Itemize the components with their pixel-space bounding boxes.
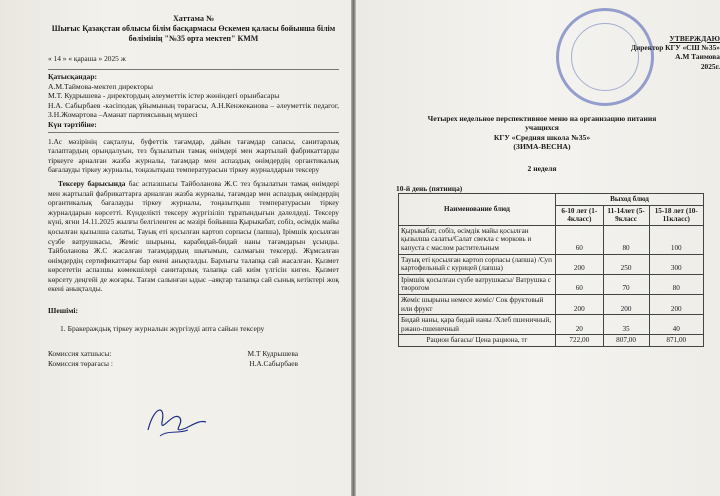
approve-title: УТВЕРЖДАЮ	[669, 34, 720, 43]
present-3: Н.А. Сабырбаев -кәсіподақ ұйымының төрағасы, А.Н.Кенжеканова – әлеуметтік педагог, З.Н.Жомартова –Аманат партиясының мүшесі	[48, 100, 339, 120]
portion-b: 250	[603, 254, 649, 274]
table-row	[399, 274, 704, 294]
table-row	[399, 254, 704, 274]
table-row	[399, 294, 704, 314]
title-line-2: учащихся	[525, 123, 559, 133]
total-label: Рацион бағасы/ Цена рациона, тг	[399, 335, 556, 347]
portion-c: 100	[649, 225, 704, 254]
day-label: 10-й день (пятница)	[396, 184, 463, 193]
col-dish: Наименование блюд	[399, 194, 556, 226]
approve-name: А.М Таимова	[675, 52, 720, 62]
title-line-1: Четырех недельное перспективное меню на организацию питания	[427, 114, 657, 123]
menu-title	[372, 114, 712, 152]
chair-name: Н.А.Сабырбаев	[249, 359, 298, 369]
present-label: Қатысқандар:	[48, 72, 98, 81]
signature-mark	[140, 400, 210, 442]
chair-label: Комиссия төрағасы :	[48, 359, 113, 369]
table-row	[399, 225, 704, 254]
organization-line-1: Шығыс Қазақстан облысы білім басқармасы Өскемен қаласы бойынша білім	[51, 24, 336, 33]
portion-b: 200	[603, 294, 649, 314]
agenda-label: Күн тәртібіне:	[48, 119, 97, 129]
title-line-4: (ЗИМА-ВЕСНА)	[513, 142, 571, 152]
approval-block	[592, 34, 720, 71]
decision-item: 1. Бракераждық тіркеу журналын жүргізуді апта сайын тексеру	[60, 323, 265, 333]
portion-b: 70	[603, 274, 649, 294]
portion-b: 80	[603, 225, 649, 254]
total-a: 722,00	[556, 335, 604, 347]
protocol-date: « 14 » « қараша » 2025 ж	[48, 54, 126, 63]
col-age-a: 6-10 лет (1-4класс)	[556, 205, 604, 225]
total-row	[399, 335, 704, 347]
table-row	[399, 315, 704, 335]
total-b: 807,00	[603, 335, 649, 347]
present-2: М.Т. Кудрышева - директордың әлеуметтік істер жөніндегі орынбасары	[48, 91, 280, 101]
portion-c: 80	[649, 274, 704, 294]
check-text: бас аспазшысы Тайболанова Ж.С тез бұзылатын тамақ өнімдері мен жартылай фабрикаттарға арналған жазба журналы, тағамдар мен аспаздық өнімдердің органтикалық бағалауды тіркеу журналы, тоңазытқыш температурасын тіркеу журналдарын көрсетті. Күнделікті тексеру жүргізіліп тұратындығын дәлелдеді. Тексеру күні, яғни 14.11.2025 жылғы белгіленген ас мәзірі бойынша Қырыкабат, собіз, өсімдік майы қосылған қызылша салаты, Тауық еті қосылған картоп сорпасы (лапша), Ірімшік қосылған сүзбе ватрушкасы, Жеміс шырыны, карабидай-бидай наны тағамдарын ұсынды. Тайболанова Ж.С жасалған тағамдардың шығымын, салмағын тексерді. Жұмсалған өнімдердің сертификаттары бар екені анықталды. Барлығы талапқа сай жасалған. Қызмет көрсететін аспазшы көмекшілері санитарлық талапқа сай киім үлгісін киген. Қызмет көрсету деңгейі де жоғары. Тағам салынған ыдыс –аяқтар талапқа сай сынық кетіктері жоқ екені анықталды.	[48, 178, 340, 294]
col-output: Выход блюд	[556, 194, 704, 206]
portion-b: 35	[603, 315, 649, 335]
check-label: Тексеру барысында	[58, 178, 126, 188]
portion-a: 20	[556, 315, 604, 335]
week-label: 2 неделя	[527, 164, 557, 173]
menu-page	[356, 0, 720, 496]
organization-line-2: бөлімінің "№35 орта мектеп" КММ	[128, 34, 259, 43]
dish-name: Тауық еті қосылған картоп сорпасы (лапша) /Суп картофельный с курицей (лапша)	[399, 254, 556, 274]
agenda-text: 1.Ас мәзірінің сақталуы, буфеттік тағамдар, дайын тағамдар сапасы, санитарлық талаптардың орындалуын, тез бұзылатын тамақ өнімдері мен жартылай фабрикаттарды тіркеуге арналған жазба журналы, тағамдар мен аспаздық өнімдердің органтикалық бағалауды тіркеу журналы, тоңазытқыш температурасын тіркеу журналдарын тексеру	[48, 136, 339, 175]
portion-a: 200	[556, 254, 604, 274]
secretary-label: Комиссия хатшысы:	[48, 349, 112, 359]
portion-c: 200	[649, 294, 704, 314]
total-c: 871,00	[649, 335, 704, 347]
dish-name: Ірімшік қосылған сүзбе ватрушкасы/ Ватрушка с творогом	[399, 274, 556, 294]
title-line-3: КГУ «Средняя школа №35»	[493, 132, 591, 142]
portion-a: 200	[556, 294, 604, 314]
col-age-b: 11-14лет (5-9класс	[603, 205, 649, 225]
menu-table	[398, 193, 704, 347]
signatures	[48, 349, 339, 369]
dish-name: Бидай наны, қара бидай наны /Хлеб пшеничный, ржано-пшеничный	[399, 315, 556, 335]
portion-c: 300	[649, 254, 704, 274]
approve-year: 2025г.	[700, 61, 720, 71]
protocol-number: Хаттама №	[173, 14, 214, 23]
check-paragraph	[48, 179, 339, 294]
secretary-name: М.Т Кудрышева	[247, 349, 298, 359]
dish-name: Жеміс шырыны немесе жеміс/ Сок фруктовый или фрукт	[399, 294, 556, 314]
approve-director: Директор КГУ «СШ №35»	[630, 43, 720, 53]
col-age-c: 15-18 лет (10-11класс)	[649, 205, 704, 225]
dish-name: Қырыкабат, собіз, өсімдік майы қосылған қызылша салаты/Салат свекла с морковь и капуста с маслом растительным	[399, 225, 556, 254]
present-1: А.М.Таймова-мектеп директоры	[48, 81, 153, 91]
decision-label: Шешімі:	[48, 306, 79, 316]
portion-c: 40	[649, 315, 704, 335]
portion-a: 60	[556, 274, 604, 294]
portion-a: 60	[556, 225, 604, 254]
